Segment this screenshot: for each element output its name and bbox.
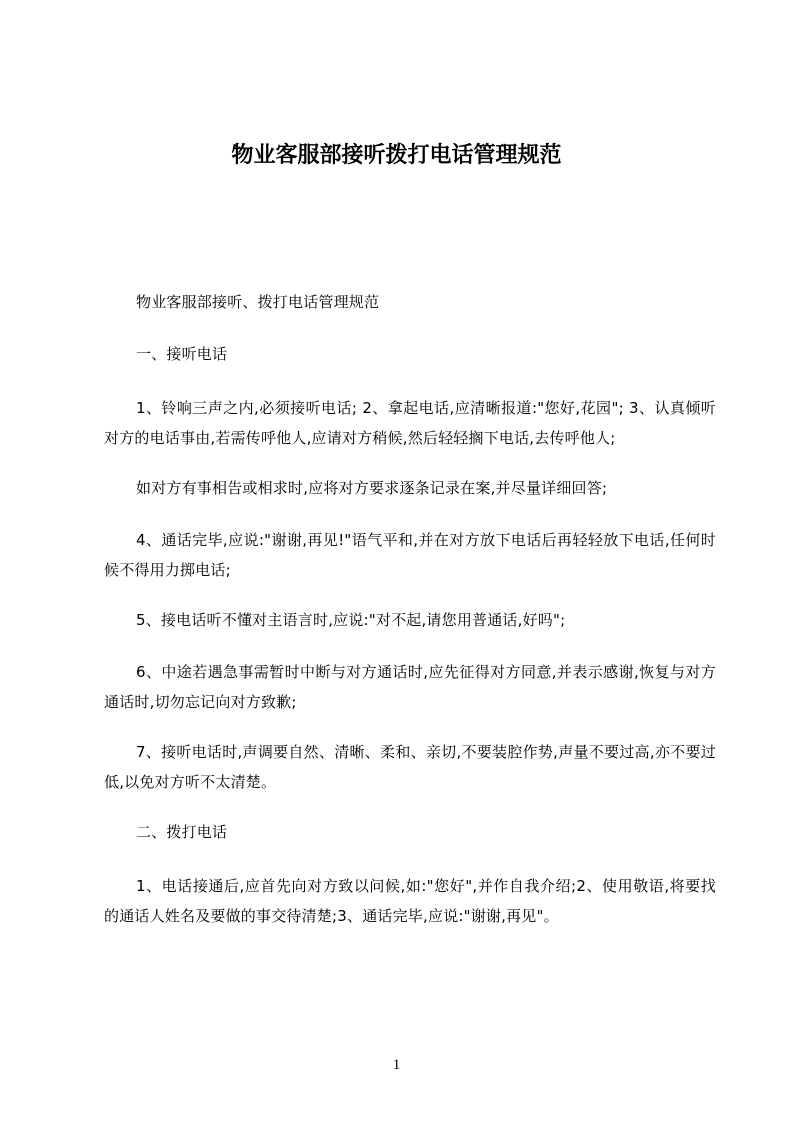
paragraph-calling-rules: 1、电话接通后,应首先向对方致以问候,如:"您好",并作自我介绍;2、使用敬语,将要找的通话人姓名及要做的事交待清楚;3、通话完毕,应说:"谢谢,再见"。 <box>104 877 716 925</box>
page-title: 物业客服部接听拨打电话管理规范 <box>231 143 562 168</box>
document-subtitle: 物业客服部接听、拨打电话管理规范 <box>136 293 380 311</box>
paragraph-answering-rules-1-3: 1、铃响三声之内,必须接听电话; 2、拿起电话,应清晰报道:"您好,花园"; 3、认真倾听对方的电话事由,若需传呼他人,应请对方稍候,然后轻轻搁下电话,去传呼他人; <box>104 399 716 447</box>
page-number: 1 <box>392 1057 401 1073</box>
paragraph-rule-5: 5、接电话听不懂对主语言时,应说:"对不起,请您用普通话,好吗"; <box>136 611 566 629</box>
paragraph-rule-7: 7、接听电话时,声调要自然、清晰、柔和、亲切,不要装腔作势,声量不要过高,亦不要过低,以免对方听不太清楚。 <box>104 743 716 791</box>
paragraph-record-requests: 如对方有事相告或相求时,应将对方要求逐条记录在案,并尽量详细回答; <box>136 479 608 497</box>
section-heading-calling: 二、拨打电话 <box>136 823 228 841</box>
paragraph-rule-6: 6、中途若遇急事需暂时中断与对方通话时,应先征得对方同意,并表示感谢,恢复与对方通话时,切勿忘记向对方致歉; <box>104 663 716 711</box>
paragraph-rule-4: 4、通话完毕,应说:"谢谢,再见!"语气平和,并在对方放下电话后再轻轻放下电话,任何时候不得用力掷电话; <box>104 531 716 579</box>
section-heading-answering: 一、接听电话 <box>136 345 228 363</box>
